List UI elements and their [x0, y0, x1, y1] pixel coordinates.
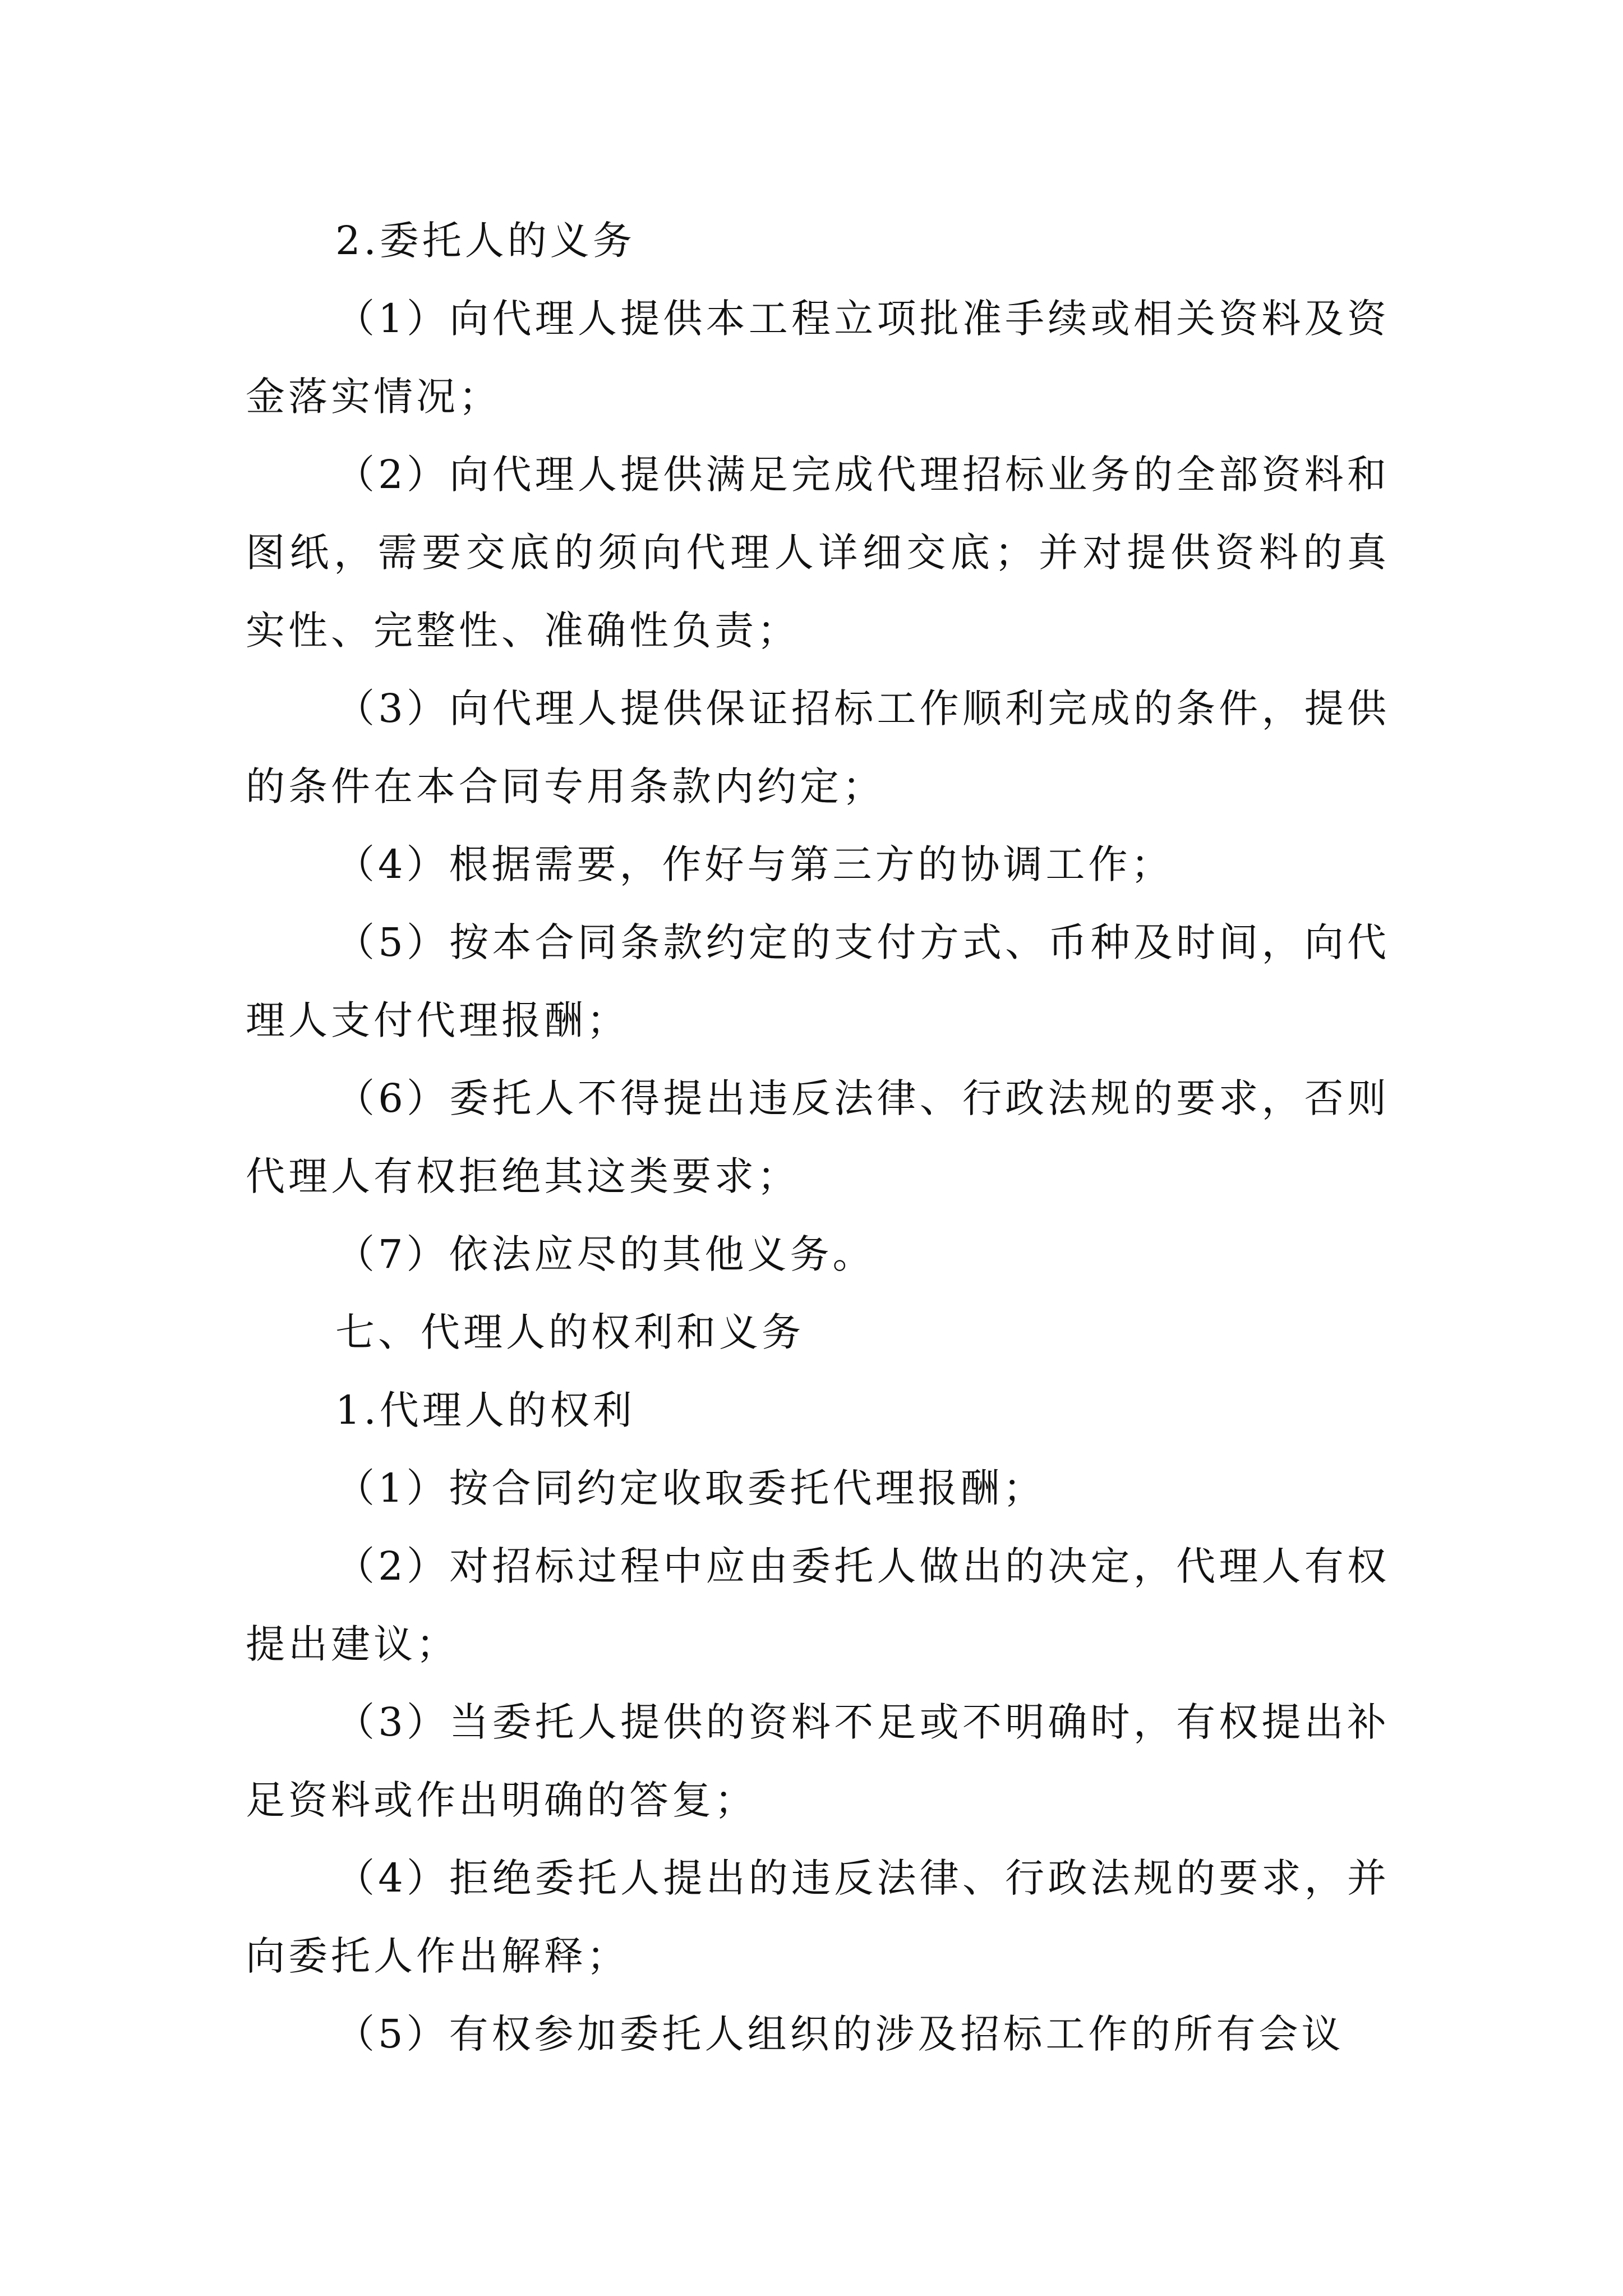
- paragraph-agent-item-5: （5）有权参加委托人组织的涉及招标工作的所有会议: [335, 2011, 1344, 2057]
- subsection-heading-agent-rights: 1.代理人的权利: [335, 1387, 635, 1433]
- paragraph-item-7: （7）依法应尽的其他义务。: [335, 1231, 875, 1277]
- paragraph-item-3: （3）向代理人提供保证招标工作顺利完成的条件，提供的条件在本合同专用条款内约定；: [246, 685, 1390, 809]
- paragraph-agent-item-1: （1）按合同约定收取委托代理报酬；: [335, 1465, 1046, 1511]
- section-heading-client-obligations: 2.委托人的义务: [335, 218, 635, 264]
- paragraph-item-1: （1）向代理人提供本工程立项批准手续或相关资料及资金落实情况；: [246, 296, 1390, 420]
- paragraph-agent-item-3: （3）当委托人提供的资料不足或不明确时，有权提出补足资料或作出明确的答复；: [246, 1699, 1390, 1823]
- paragraph-agent-item-2: （2）对招标过程中应由委托人做出的决定，代理人有权提出建议；: [246, 1543, 1390, 1667]
- paragraph-item-5: （5）按本合同条款约定的支付方式、币种及时间，向代理人支付代理报酬；: [246, 919, 1390, 1043]
- paragraph-agent-item-4: （4）拒绝委托人提出的违反法律、行政法规的要求，并向委托人作出解释；: [246, 1855, 1390, 1979]
- paragraph-item-4: （4）根据需要，作好与第三方的协调工作；: [335, 841, 1174, 887]
- section-heading-agent-rights-obligations: 七、代理人的权利和义务: [335, 1309, 804, 1355]
- document-body: [246, 202, 1390, 2073]
- paragraph-item-2: （2）向代理人提供满足完成代理招标业务的全部资料和图纸，需要交底的须向代理人详细交底；并对提供资料的真实性、完整性、准确性负责；: [246, 452, 1390, 654]
- paragraph-item-6: （6）委托人不得提出违反法律、行政法规的要求，否则代理人有权拒绝其这类要求；: [246, 1075, 1390, 1199]
